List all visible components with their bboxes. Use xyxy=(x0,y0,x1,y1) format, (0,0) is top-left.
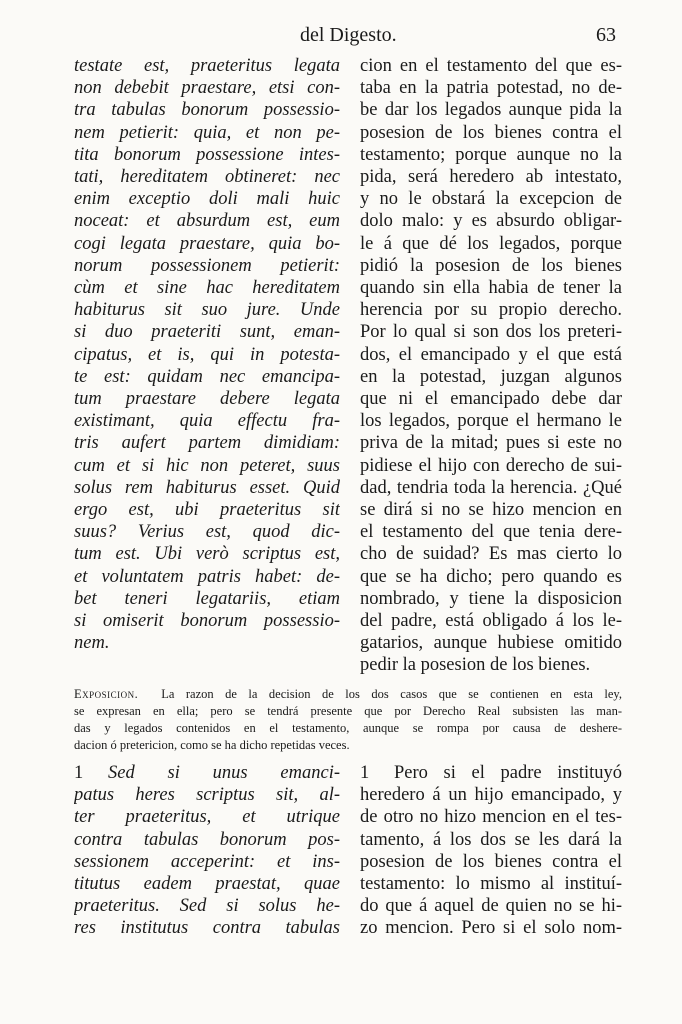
text-line: be dar los legados aunque pida la xyxy=(360,100,622,121)
text-line: enim exceptio doli mali huic xyxy=(74,189,340,210)
exposicion-note xyxy=(74,686,622,754)
exposicion-line: das y legados contenidos en el testamento, aunque se rompa por causa de deshere- xyxy=(74,721,622,735)
latin-column-top xyxy=(74,55,340,654)
spanish-column-top xyxy=(360,55,622,677)
text-line: pidiese el hijo con derecho de sui- xyxy=(360,455,622,476)
text-line: ter praeteritus, et utrique xyxy=(74,807,340,828)
text-line: noceat: et absurdum est, eum xyxy=(74,211,340,232)
text-line: dolo malo: y es absurdo obligar- xyxy=(360,211,622,232)
text-line: dos, el emancipado y el que está xyxy=(360,344,622,365)
text-line: res institutus contra tabulas xyxy=(74,918,340,939)
exposicion-line: dacion ó pretericion, como se ha dicho repetidas veces. xyxy=(74,738,350,752)
text-line: el testamento del que tenia dere- xyxy=(360,522,622,543)
text-line: pedir la posesion de los bienes. xyxy=(360,655,591,676)
text-line: tamento, á los dos se les dará la xyxy=(360,829,622,850)
text-line: cion en el testamento del que es- xyxy=(360,56,622,76)
text-line: cipatus, et is, qui in potesta- xyxy=(74,344,340,365)
text-line: le á que dé los legados, porque xyxy=(360,233,622,254)
text-line: nem petierit: quia, et non pe- xyxy=(74,122,340,143)
running-title: del Digesto. xyxy=(300,24,397,46)
text-line: si duo praeteriti sunt, eman- xyxy=(74,322,340,343)
paragraph-number: 1 xyxy=(360,763,370,783)
text-line: cho de suidad? Es mas cierto lo xyxy=(360,544,622,565)
text-line: priva de la mitad; pues si este no xyxy=(360,433,622,454)
text-line: tita bonorum possessione intes- xyxy=(74,144,340,165)
text-line: testate est, praeteritus legata xyxy=(74,56,340,76)
text-line: tum est. Ubi verò scriptus est, xyxy=(74,544,340,565)
text-line: tris aufert partem dimidiam: xyxy=(74,433,340,454)
text-line: heredero á un hijo emancipado, y xyxy=(360,785,622,806)
text-line: Por lo qual si son dos los preteri- xyxy=(360,322,622,343)
text-line: se dirá si no se hizo mencion en xyxy=(360,500,622,521)
text-line: tum praestare debere legata xyxy=(74,389,340,410)
text-line: posesion de los bienes contra el xyxy=(360,122,622,143)
text-line: patus heres scriptus sit, al- xyxy=(74,785,340,806)
text-line: contra tabulas bonorum pos- xyxy=(74,829,340,850)
text-line: sessionem acceperint: et ins- xyxy=(74,851,340,872)
text-line: testamento: lo mismo al instituí- xyxy=(360,874,622,895)
text-line: existimant, quia effectu fra- xyxy=(74,411,340,432)
text-line: si omiserit bonorum possessio- xyxy=(74,611,340,632)
spanish-column-bottom xyxy=(360,762,622,940)
text-line: los legados, porque el hermano le xyxy=(360,411,622,432)
text-line: habiturus sit suo jure. Unde xyxy=(74,300,340,321)
text-line: cogi legata praestare, quia bo- xyxy=(74,233,340,254)
text-line: cùm et sine hac hereditatem xyxy=(74,278,340,299)
text-line: nem. xyxy=(74,633,110,654)
exposicion-label: Exposicion. xyxy=(74,687,139,701)
exposicion-line: se expresan en ella; pero se tendrá presente que por Derecho Real subsisten las man- xyxy=(74,704,622,718)
text-line: que se ha dicho; pero quando es xyxy=(360,566,622,587)
text-line: zo mencion. Pero si el solo nom- xyxy=(360,918,622,939)
text-line: herencia por su propio derecho. xyxy=(360,300,622,321)
page-header xyxy=(0,24,682,50)
text-line: titutus eadem praestat, quae xyxy=(74,874,340,895)
exposicion-line: Exposicion. La razon de la decision de los dos casos que se contienen en esta ley, xyxy=(74,687,622,701)
text-line: de otro no hizo mencion en el tes- xyxy=(360,807,622,828)
text-line: suus? Verius est, quod dic- xyxy=(74,522,340,543)
text-line: 1 Pero si el padre instituyó xyxy=(360,763,622,783)
text-line: quando sin ella habia de tener la xyxy=(360,278,622,299)
text-line: pidió la posesion de los bienes xyxy=(360,255,622,276)
text-line: posesion de los bienes contra el xyxy=(360,851,622,872)
text-line: solus rem habiturus esset. Quid xyxy=(74,477,340,498)
latin-column-bottom xyxy=(74,762,340,940)
text-line: tra tabulas bonorum possessio- xyxy=(74,100,340,121)
text-line: praeteritus. Sed si solus he- xyxy=(74,896,340,917)
text-line: ergo est, ubi praeteritus sit xyxy=(74,500,340,521)
text-line: cum et si hic non peteret, suus xyxy=(74,455,340,476)
text-line: norum possessionem petierit: xyxy=(74,255,340,276)
text-line: do que á aquel de quien no se hi- xyxy=(360,896,622,917)
paragraph-number: 1 xyxy=(74,763,84,783)
text-line: taba en la patria potestad, no de- xyxy=(360,78,622,99)
text-line: nombrado, y tiene la disposicion xyxy=(360,588,622,609)
text-line: 1 Sed si unus emanci- xyxy=(74,763,340,783)
text-line: del padre, está obligado á los le- xyxy=(360,611,622,632)
text-line: et voluntatem patris habet: de- xyxy=(74,566,340,587)
text-line: en la potestad, juzgan algunos xyxy=(360,366,622,387)
text-line: dad, tendria toda la herencia. ¿Qué xyxy=(360,477,622,498)
text-line: te est: quidam nec emancipa- xyxy=(74,366,340,387)
text-line: y no le obstará la excepcion de xyxy=(360,189,622,210)
page-number: 63 xyxy=(596,24,616,46)
text-line: pida, será heredero ab intestato, xyxy=(360,167,622,188)
text-line: tati, hereditatem obtineret: nec xyxy=(74,167,340,188)
text-line: bet teneri legatariis, etiam xyxy=(74,588,340,609)
text-line: testamento; porque aunque no la xyxy=(360,144,622,165)
text-line: que ni el emancipado debe dar xyxy=(360,389,622,410)
text-line: gatarios, aunque hubiese omitido xyxy=(360,633,622,654)
text-line: non debebit praestare, etsi con- xyxy=(74,78,340,99)
